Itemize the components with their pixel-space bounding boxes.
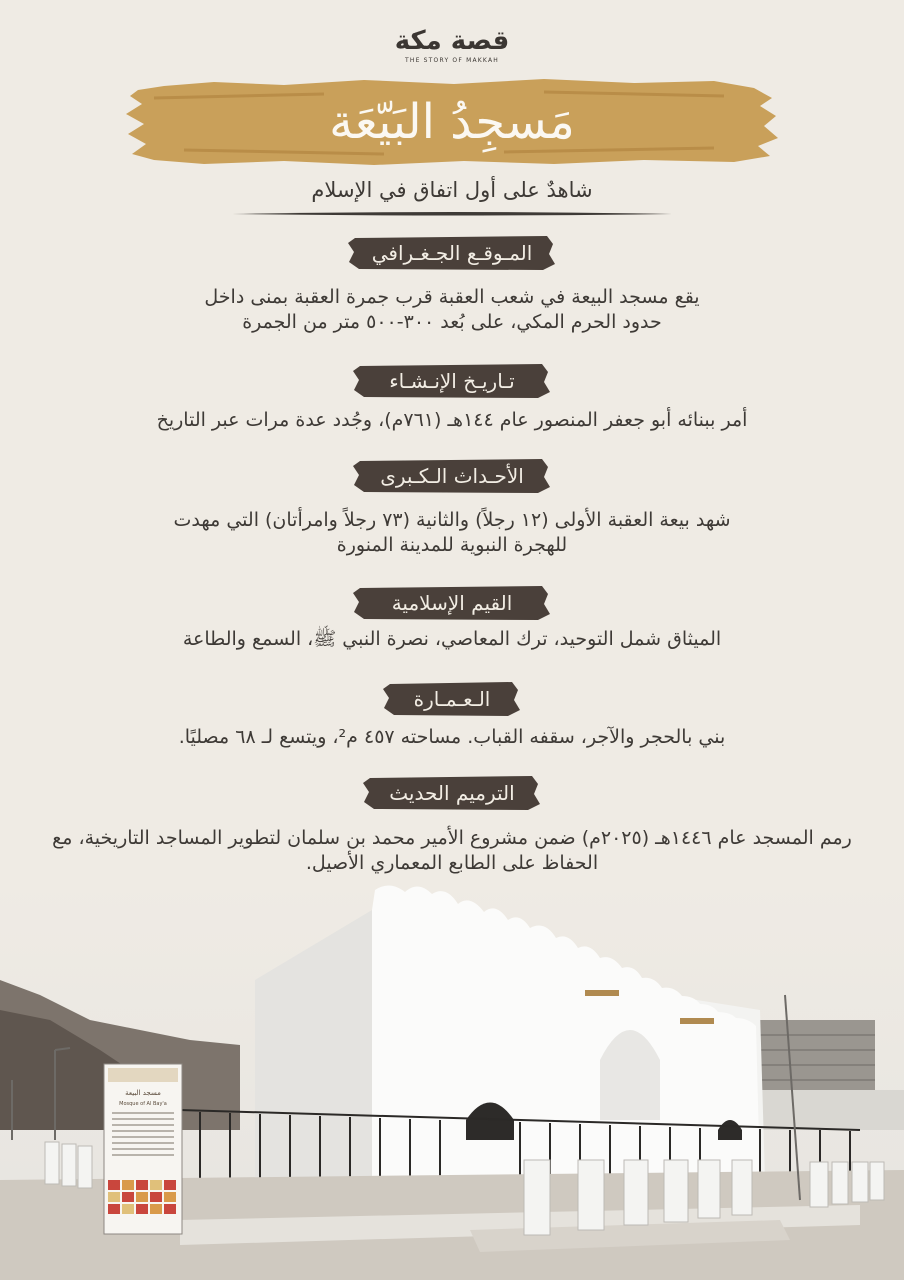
text-line: للهجرة النبوية للمدينة المنورة [336, 534, 568, 556]
section-heading-text: القيم الإسلامية [391, 591, 513, 615]
brand-name-ar: قصة مكة [394, 26, 510, 56]
text-line: شهد بيعة العقبة الأولى (١٢ رجلاً) والثانية (٧٣ رجلاً وامرأتان) التي مهدت [173, 509, 731, 531]
brand-logo [0, 26, 904, 64]
title-banner [124, 76, 780, 168]
section-text-values [60, 627, 844, 652]
section-heading-events [0, 457, 904, 499]
section-text-restoration [40, 826, 864, 876]
heading-pill [352, 362, 552, 400]
subtitle: شاهدٌ على أول اتفاق في الإسلام [311, 178, 593, 202]
section-heading-text: تـاريـخ الإنـشـاء [389, 369, 515, 393]
page-title: مَسجِدُ البَيّعَة [329, 94, 575, 150]
section-text-events [60, 508, 844, 558]
heading-pill [352, 584, 552, 622]
heading-pill [347, 234, 557, 272]
section-heading-text: الترميم الحديث [389, 781, 515, 805]
heading-pill [382, 680, 522, 718]
brand-name-en: THE STORY OF MAKKAH [405, 57, 499, 64]
section-heading-architecture [0, 680, 904, 722]
section-heading-text: الـعـمـارة [413, 687, 491, 711]
heading-pill [362, 774, 542, 812]
text-line: بني بالحجر والآجر، سقفه القباب. مساحته ٤٥٧ م²، ويتسع لـ ٦٨ مصليًا. [178, 726, 726, 748]
section-text-construction [60, 408, 844, 433]
section-text-location [60, 285, 844, 335]
text-line: رمم المسجد عام ١٤٤٦هـ (٢٠٢٥م) ضمن مشروع الأمير محمد بن سلمان لتطوير المساجد التاريخية، مع [52, 827, 852, 849]
section-heading-construction [0, 362, 904, 404]
mosque-photo [0, 880, 904, 1280]
section-heading-values [0, 584, 904, 626]
info-signboard [104, 1064, 182, 1234]
section-text-architecture [60, 725, 844, 750]
section-heading-restoration [0, 774, 904, 816]
text-line: الميثاق شمل التوحيد، ترك المعاصي، نصرة النبي ﷺ، السمع والطاعة [182, 628, 722, 650]
subtitle-underline [232, 210, 672, 218]
sign-title: مسجد البيعة [125, 1089, 161, 1097]
section-heading-text: المـوقـع الجـغـرافي [371, 241, 533, 265]
heading-pill [352, 457, 552, 495]
text-line: حدود الحرم المكي، على بُعد ٣٠٠-٥٠٠ متر من الجمرة [242, 311, 662, 333]
text-line: الحفاظ على الطابع المعماري الأصيل. [305, 852, 599, 874]
sign-subtitle: Mosque of Al Bay'a [119, 1101, 167, 1107]
tower-building [760, 1020, 875, 1100]
section-heading-location [0, 234, 904, 276]
section-heading-text: الأحـداث الـكـبرى [380, 464, 524, 488]
text-line: يقع مسجد البيعة في شعب العقبة قرب جمرة العقبة بمنى داخل [204, 286, 700, 308]
text-line: أمر ببنائه أبو جعفر المنصور عام ١٤٤هـ (٧٦١م)، وجُدد عدة مرات عبر التاريخ [156, 409, 748, 431]
